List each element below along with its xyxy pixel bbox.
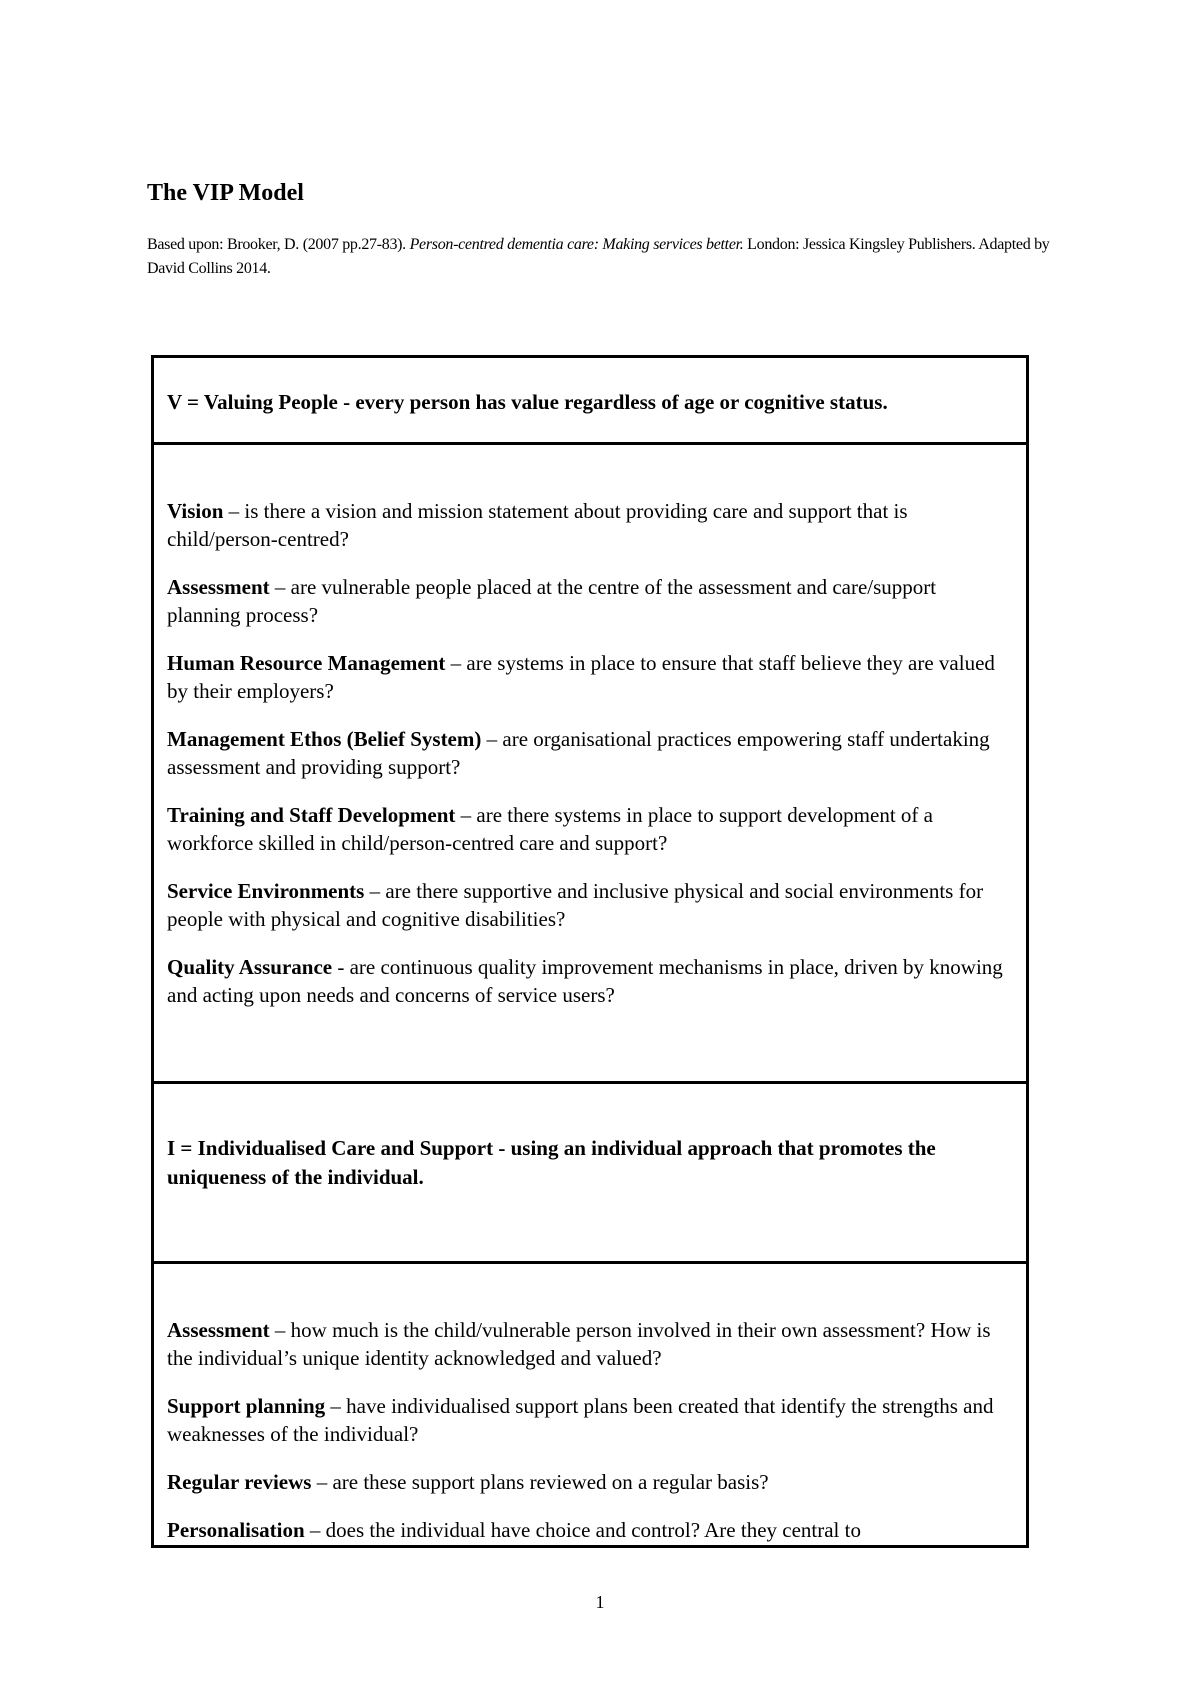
list-item [167,877,1013,933]
item-text: – are systems in place to ensure that staff believe they are valued by their employers? [167,651,995,703]
item-text: – are there systems in place to support development of a workforce skilled in child/person-centred care and support? [167,803,933,855]
page-number: 1 [595,1592,605,1612]
item-term: Assessment [167,575,270,599]
list-item [167,953,1013,1009]
citation-prefix: Based upon: Brooker, D. (2007 pp.27-83). [147,236,410,253]
item-text: – have individualised support plans been created that identify the strengths and weaknesses of the individual? [167,1394,994,1446]
item-term: Assessment [167,1318,270,1342]
item-term: Training and Staff Development [167,803,456,827]
valuing-people-heading-cell [154,358,1026,445]
item-text: – are these support plans reviewed on a regular basis? [311,1470,769,1494]
item-text: – how much is the child/vulnerable person involved in their own assessment? How is the individual’s unique identity acknowledged and valued? [167,1318,991,1370]
list-item [167,1468,1013,1496]
citation [147,233,1067,281]
list-item [167,1392,1013,1448]
list-item [167,497,1013,553]
vip-model-table [151,355,1029,1548]
individualised-care-heading: I = Individualised Care and Support - using an individual approach that promotes the uniqueness of the individual. [167,1136,936,1189]
item-term: Regular reviews [167,1470,312,1494]
list-item [167,725,1013,781]
item-term: Quality Assurance [167,955,333,979]
item-text: – are there supportive and inclusive physical and social environments for people with physical and cognitive disabilities? [167,879,984,931]
individualised-care-heading-cell [154,1084,1026,1264]
list-item [167,573,1013,629]
item-term: Support planning [167,1394,326,1418]
individualised-care-items-cell [154,1264,1026,1548]
item-text: – does the individual have choice and control? Are they central to [304,1518,861,1542]
item-term: Vision [167,499,224,523]
list-item [167,1316,1013,1372]
list-item [167,649,1013,705]
valuing-people-heading: V = Valuing People - every person has value regardless of age or cognitive status. [167,390,888,414]
item-text: - are continuous quality improvement mechanisms in place, driven by knowing and acting upon needs and concerns of service users? [167,955,1003,1007]
list-item [167,801,1013,857]
list-item [167,1516,1013,1544]
item-term: Personalisation [167,1518,305,1542]
citation-work-title: Person-centred dementia care: Making services better. [409,236,744,253]
individualised-care-list [167,1316,1013,1548]
item-term: Service Environments [167,879,365,903]
valuing-people-list [167,497,1013,1029]
item-term: Management Ethos (Belief System) [167,727,482,751]
citation-suffix: London: Jessica Kingsley Publishers. Adapted by David Collins 2014. [147,236,1050,277]
item-text: – is there a vision and mission statement about providing care and support that is child/person-centred? [167,499,908,551]
valuing-people-items-cell [154,445,1026,1084]
item-text: – are vulnerable people placed at the centre of the assessment and care/support planning process? [167,575,937,627]
item-term: Human Resource Management [167,651,446,675]
document-title: The VIP Model [147,180,304,206]
item-text: – are organisational practices empowering staff undertaking assessment and providing support? [167,727,990,779]
